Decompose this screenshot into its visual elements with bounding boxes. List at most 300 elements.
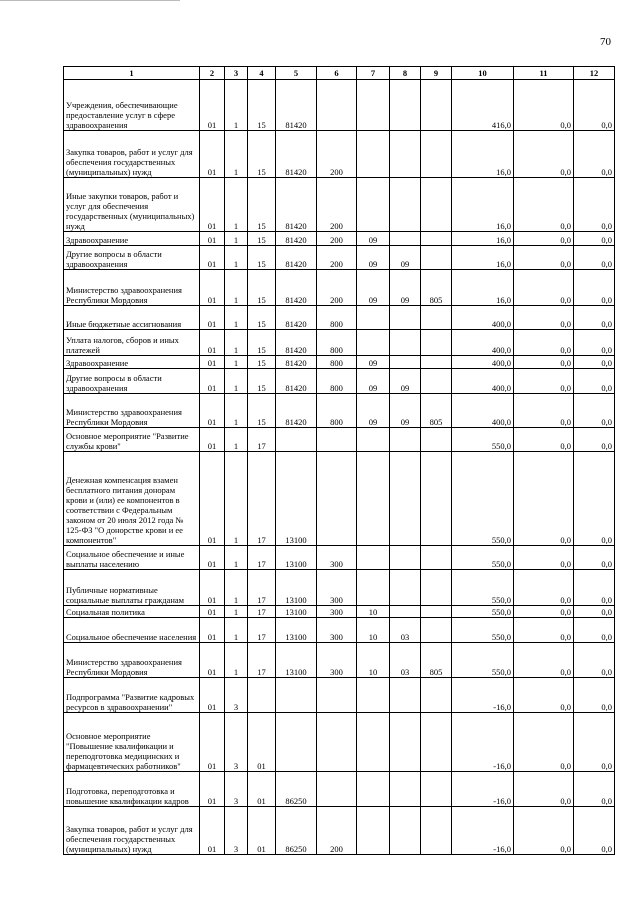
row-value-cell: 17 xyxy=(248,546,276,570)
row-value-cell xyxy=(421,356,452,369)
row-value-cell xyxy=(357,178,390,232)
row-value-cell: 200 xyxy=(317,246,357,270)
row-value-cell: 1 xyxy=(225,570,248,606)
row-value-cell: 0,0 xyxy=(514,80,574,131)
row-value-cell xyxy=(390,772,421,807)
row-value-cell: 01 xyxy=(200,178,225,232)
row-value-cell xyxy=(357,428,390,452)
row-name-cell: Денежная компенсация взамен бесплатного питания донорам крови и (или) ее компонентов в соответствии с Федеральным законом от 20 июля 2012 года № 125-ФЗ "О донорстве крови и ее компонентов" xyxy=(64,452,200,546)
row-name-cell: Здравоохранение xyxy=(64,232,200,246)
row-value-cell xyxy=(276,713,317,772)
column-header-3: 3 xyxy=(225,67,248,80)
row-value-cell xyxy=(421,131,452,178)
row-value-cell: 09 xyxy=(357,246,390,270)
row-value-cell xyxy=(357,546,390,570)
row-value-cell: 800 xyxy=(317,330,357,356)
row-value-cell xyxy=(421,369,452,394)
row-value-cell: 0,0 xyxy=(514,270,574,306)
row-value-cell: 01 xyxy=(200,807,225,855)
row-value-cell: 0,0 xyxy=(514,178,574,232)
row-value-cell: 550,0 xyxy=(452,643,514,678)
row-value-cell: 550,0 xyxy=(452,452,514,546)
row-value-cell: 1 xyxy=(225,232,248,246)
column-header-7: 7 xyxy=(357,67,390,80)
row-value-cell: 0,0 xyxy=(574,394,615,428)
row-value-cell xyxy=(357,330,390,356)
row-value-cell: 0,0 xyxy=(574,546,615,570)
row-value-cell: 10 xyxy=(357,618,390,643)
row-value-cell: 0,0 xyxy=(514,369,574,394)
row-value-cell: 01 xyxy=(248,713,276,772)
table-row xyxy=(64,643,615,678)
row-value-cell: 01 xyxy=(200,643,225,678)
column-header-1: 1 xyxy=(64,67,200,80)
row-value-cell: 16,0 xyxy=(452,246,514,270)
row-value-cell xyxy=(390,330,421,356)
row-value-cell xyxy=(390,452,421,546)
row-value-cell: 0,0 xyxy=(574,772,615,807)
row-value-cell: 805 xyxy=(421,394,452,428)
table-row xyxy=(64,356,615,369)
row-value-cell: 15 xyxy=(248,369,276,394)
row-value-cell: 16,0 xyxy=(452,270,514,306)
row-value-cell xyxy=(317,452,357,546)
column-header-5: 5 xyxy=(276,67,317,80)
row-name-cell: Подпрограмма "Развитие кадровых ресурсов в здравоохранении" xyxy=(64,678,200,713)
row-value-cell: 01 xyxy=(200,428,225,452)
row-value-cell: 01 xyxy=(200,246,225,270)
column-header-8: 8 xyxy=(390,67,421,80)
row-value-cell xyxy=(357,713,390,772)
row-value-cell xyxy=(421,246,452,270)
row-name-cell: Министерство здравоохранения Республики Мордовия xyxy=(64,643,200,678)
row-value-cell: 10 xyxy=(357,606,390,618)
row-name-cell: Социальное обеспечение и иные выплаты населению xyxy=(64,546,200,570)
row-value-cell: 81420 xyxy=(276,232,317,246)
row-value-cell: 15 xyxy=(248,178,276,232)
row-value-cell: 1 xyxy=(225,606,248,618)
row-value-cell: 81420 xyxy=(276,356,317,369)
row-name-cell: Уплата налогов, сборов и иных платежей xyxy=(64,330,200,356)
table-row xyxy=(64,306,615,330)
row-value-cell xyxy=(421,570,452,606)
row-value-cell: 3 xyxy=(225,678,248,713)
row-value-cell: 15 xyxy=(248,232,276,246)
row-value-cell: 300 xyxy=(317,606,357,618)
row-value-cell: 416,0 xyxy=(452,80,514,131)
row-value-cell: 3 xyxy=(225,807,248,855)
row-value-cell xyxy=(421,713,452,772)
row-name-cell: Другие вопросы в области здравоохранения xyxy=(64,246,200,270)
row-value-cell: 1 xyxy=(225,131,248,178)
row-name-cell: Подготовка, переподготовка и повышение квалификации кадров xyxy=(64,772,200,807)
page-number: 70 xyxy=(600,36,611,48)
row-value-cell: 1 xyxy=(225,306,248,330)
row-value-cell: 800 xyxy=(317,356,357,369)
row-value-cell: 16,0 xyxy=(452,131,514,178)
table-row xyxy=(64,428,615,452)
table-row xyxy=(64,270,615,306)
row-value-cell: 17 xyxy=(248,452,276,546)
row-value-cell: 86250 xyxy=(276,807,317,855)
row-name-cell: Иные закупки товаров, работ и услуг для обеспечения государственных (муниципальных) нужд xyxy=(64,178,200,232)
row-value-cell xyxy=(317,772,357,807)
row-value-cell: 0,0 xyxy=(514,678,574,713)
row-value-cell: 1 xyxy=(225,80,248,131)
row-value-cell: 0,0 xyxy=(574,678,615,713)
row-value-cell: 0,0 xyxy=(574,713,615,772)
row-value-cell: 200 xyxy=(317,131,357,178)
row-value-cell: 800 xyxy=(317,369,357,394)
row-value-cell: 0,0 xyxy=(574,570,615,606)
row-value-cell: 0,0 xyxy=(514,618,574,643)
row-value-cell: 81420 xyxy=(276,80,317,131)
row-value-cell: 13100 xyxy=(276,643,317,678)
row-name-cell: Закупка товаров, работ и услуг для обеспечения государственных (муниципальных) нужд xyxy=(64,807,200,855)
row-value-cell: 01 xyxy=(200,678,225,713)
row-value-cell xyxy=(390,546,421,570)
row-value-cell xyxy=(357,678,390,713)
row-value-cell xyxy=(357,306,390,330)
row-name-cell: Публичные нормативные социальные выплаты гражданам xyxy=(64,570,200,606)
row-value-cell: 03 xyxy=(390,618,421,643)
row-value-cell: 09 xyxy=(357,356,390,369)
row-value-cell xyxy=(390,606,421,618)
row-value-cell: 550,0 xyxy=(452,618,514,643)
row-value-cell: 01 xyxy=(200,330,225,356)
row-value-cell: 0,0 xyxy=(514,131,574,178)
row-value-cell: 09 xyxy=(357,394,390,428)
row-name-cell: Основное мероприятие "Развитие службы крови" xyxy=(64,428,200,452)
table-row xyxy=(64,131,615,178)
column-header-9: 9 xyxy=(421,67,452,80)
row-value-cell: 15 xyxy=(248,80,276,131)
row-value-cell: 01 xyxy=(248,807,276,855)
row-value-cell: 0,0 xyxy=(514,246,574,270)
row-value-cell xyxy=(421,428,452,452)
row-value-cell xyxy=(317,713,357,772)
row-value-cell: 81420 xyxy=(276,369,317,394)
row-value-cell: 0,0 xyxy=(574,807,615,855)
row-value-cell: 1 xyxy=(225,246,248,270)
row-value-cell xyxy=(276,678,317,713)
row-value-cell: 09 xyxy=(390,394,421,428)
row-value-cell: 15 xyxy=(248,330,276,356)
row-value-cell: 0,0 xyxy=(574,131,615,178)
column-header-10: 10 xyxy=(452,67,514,80)
row-value-cell: 01 xyxy=(200,713,225,772)
row-value-cell: 200 xyxy=(317,178,357,232)
row-value-cell: 17 xyxy=(248,570,276,606)
row-value-cell: 1 xyxy=(225,330,248,356)
row-value-cell: 86250 xyxy=(276,772,317,807)
column-header-6: 6 xyxy=(317,67,357,80)
table-row xyxy=(64,713,615,772)
row-value-cell xyxy=(390,428,421,452)
row-value-cell: 13100 xyxy=(276,452,317,546)
row-value-cell: 01 xyxy=(200,606,225,618)
row-value-cell: 0,0 xyxy=(574,232,615,246)
row-value-cell xyxy=(421,807,452,855)
row-name-cell: Основное мероприятие "Повышение квалификации и переподготовка медицинских и фармацевтических работников" xyxy=(64,713,200,772)
table-row xyxy=(64,570,615,606)
row-value-cell: 0,0 xyxy=(574,270,615,306)
row-value-cell: 400,0 xyxy=(452,394,514,428)
row-value-cell: 01 xyxy=(200,80,225,131)
row-value-cell xyxy=(421,178,452,232)
row-value-cell: 200 xyxy=(317,807,357,855)
row-value-cell: 01 xyxy=(200,772,225,807)
row-value-cell: 0,0 xyxy=(514,356,574,369)
row-name-cell: Министерство здравоохранения Республики Мордовия xyxy=(64,270,200,306)
row-value-cell: 1 xyxy=(225,618,248,643)
row-value-cell: 1 xyxy=(225,356,248,369)
row-value-cell xyxy=(421,330,452,356)
row-value-cell: 0,0 xyxy=(514,394,574,428)
column-header-4: 4 xyxy=(248,67,276,80)
row-value-cell: 17 xyxy=(248,643,276,678)
row-value-cell: 0,0 xyxy=(574,369,615,394)
row-value-cell: 300 xyxy=(317,570,357,606)
table-row xyxy=(64,546,615,570)
row-value-cell: 3 xyxy=(225,713,248,772)
row-value-cell: 550,0 xyxy=(452,428,514,452)
row-value-cell: 3 xyxy=(225,772,248,807)
row-value-cell xyxy=(390,356,421,369)
row-value-cell: 01 xyxy=(200,270,225,306)
row-value-cell: 300 xyxy=(317,643,357,678)
row-value-cell xyxy=(357,807,390,855)
table-row xyxy=(64,246,615,270)
row-name-cell: Министерство здравоохранения Республики Мордовия xyxy=(64,394,200,428)
row-value-cell: 13100 xyxy=(276,606,317,618)
row-value-cell: 81420 xyxy=(276,246,317,270)
row-value-cell: 1 xyxy=(225,270,248,306)
row-value-cell: 0,0 xyxy=(514,306,574,330)
row-value-cell: 03 xyxy=(390,643,421,678)
row-value-cell: 01 xyxy=(200,570,225,606)
row-value-cell: 1 xyxy=(225,643,248,678)
table-row xyxy=(64,618,615,643)
row-value-cell: 01 xyxy=(200,452,225,546)
row-value-cell: 15 xyxy=(248,246,276,270)
row-value-cell: 09 xyxy=(390,369,421,394)
table-row xyxy=(64,369,615,394)
row-value-cell: 0,0 xyxy=(574,80,615,131)
row-value-cell xyxy=(317,80,357,131)
row-value-cell xyxy=(357,772,390,807)
row-value-cell: 1 xyxy=(225,394,248,428)
row-value-cell: 1 xyxy=(225,178,248,232)
row-value-cell: 0,0 xyxy=(574,606,615,618)
column-header-2: 2 xyxy=(200,67,225,80)
row-value-cell: 1 xyxy=(225,452,248,546)
table-header-row xyxy=(64,67,615,80)
row-value-cell xyxy=(357,452,390,546)
table-row xyxy=(64,394,615,428)
row-value-cell: 805 xyxy=(421,270,452,306)
row-value-cell xyxy=(357,570,390,606)
row-value-cell: 01 xyxy=(200,232,225,246)
row-value-cell xyxy=(390,570,421,606)
row-value-cell: 0,0 xyxy=(574,330,615,356)
table-row xyxy=(64,80,615,131)
table-row xyxy=(64,678,615,713)
row-value-cell xyxy=(390,713,421,772)
row-value-cell xyxy=(421,546,452,570)
row-value-cell xyxy=(421,678,452,713)
row-value-cell: 550,0 xyxy=(452,606,514,618)
row-value-cell: 01 xyxy=(200,131,225,178)
row-value-cell: 1 xyxy=(225,369,248,394)
row-value-cell: 0,0 xyxy=(514,606,574,618)
row-value-cell: 16,0 xyxy=(452,178,514,232)
row-value-cell xyxy=(390,131,421,178)
row-value-cell: -16,0 xyxy=(452,807,514,855)
row-value-cell: -16,0 xyxy=(452,772,514,807)
row-value-cell: 09 xyxy=(357,369,390,394)
row-value-cell: 0,0 xyxy=(574,356,615,369)
row-value-cell xyxy=(390,306,421,330)
row-value-cell: 0,0 xyxy=(514,546,574,570)
row-value-cell xyxy=(421,306,452,330)
row-value-cell: 17 xyxy=(248,606,276,618)
row-value-cell xyxy=(421,606,452,618)
row-value-cell xyxy=(248,678,276,713)
row-value-cell: 17 xyxy=(248,618,276,643)
row-value-cell: 0,0 xyxy=(574,643,615,678)
row-value-cell: 0,0 xyxy=(514,428,574,452)
row-value-cell: 15 xyxy=(248,394,276,428)
row-value-cell: 0,0 xyxy=(574,428,615,452)
row-value-cell: 550,0 xyxy=(452,570,514,606)
row-value-cell xyxy=(421,232,452,246)
row-value-cell: 01 xyxy=(200,546,225,570)
row-value-cell: 15 xyxy=(248,306,276,330)
row-value-cell xyxy=(276,428,317,452)
row-value-cell: 09 xyxy=(357,232,390,246)
row-value-cell: 01 xyxy=(200,369,225,394)
row-value-cell: 200 xyxy=(317,270,357,306)
row-value-cell: 81420 xyxy=(276,306,317,330)
row-value-cell: 81420 xyxy=(276,270,317,306)
row-value-cell: 81420 xyxy=(276,131,317,178)
row-value-cell: 0,0 xyxy=(574,306,615,330)
row-value-cell: 0,0 xyxy=(574,618,615,643)
row-value-cell xyxy=(421,618,452,643)
table-row xyxy=(64,772,615,807)
row-value-cell: 15 xyxy=(248,131,276,178)
row-value-cell: 81420 xyxy=(276,330,317,356)
row-value-cell: 01 xyxy=(200,306,225,330)
table-row xyxy=(64,178,615,232)
budget-table xyxy=(63,66,615,855)
row-name-cell: Учреждения, обеспечивающие предоставление услуг в сфере здравоохранения xyxy=(64,80,200,131)
row-value-cell xyxy=(421,772,452,807)
row-value-cell: 0,0 xyxy=(574,178,615,232)
row-value-cell: 01 xyxy=(200,356,225,369)
row-value-cell: 01 xyxy=(200,394,225,428)
row-value-cell: 400,0 xyxy=(452,306,514,330)
row-value-cell xyxy=(357,131,390,178)
row-value-cell: 805 xyxy=(421,643,452,678)
row-value-cell: 13100 xyxy=(276,618,317,643)
row-value-cell: 550,0 xyxy=(452,546,514,570)
row-value-cell xyxy=(357,80,390,131)
row-value-cell: 15 xyxy=(248,270,276,306)
row-name-cell: Социальная политика xyxy=(64,606,200,618)
row-value-cell: 01 xyxy=(248,772,276,807)
row-value-cell xyxy=(390,807,421,855)
row-value-cell: 0,0 xyxy=(514,570,574,606)
row-name-cell: Социальное обеспечение населения xyxy=(64,618,200,643)
row-name-cell: Другие вопросы в области здравоохранения xyxy=(64,369,200,394)
row-value-cell: 200 xyxy=(317,232,357,246)
row-value-cell: 81420 xyxy=(276,394,317,428)
row-value-cell xyxy=(317,428,357,452)
row-value-cell xyxy=(421,452,452,546)
row-value-cell: 09 xyxy=(390,270,421,306)
row-value-cell: 0,0 xyxy=(514,643,574,678)
row-value-cell: 1 xyxy=(225,428,248,452)
row-value-cell: 0,0 xyxy=(574,452,615,546)
row-value-cell: 13100 xyxy=(276,546,317,570)
row-name-cell: Иные бюджетные ассигнования xyxy=(64,306,200,330)
row-value-cell xyxy=(390,80,421,131)
row-value-cell: 300 xyxy=(317,618,357,643)
table-row xyxy=(64,452,615,546)
row-name-cell: Здравоохранение xyxy=(64,356,200,369)
row-value-cell: 800 xyxy=(317,306,357,330)
row-value-cell xyxy=(421,80,452,131)
row-value-cell xyxy=(390,678,421,713)
row-value-cell: 16,0 xyxy=(452,232,514,246)
row-value-cell: 0,0 xyxy=(514,713,574,772)
row-value-cell: 15 xyxy=(248,356,276,369)
row-value-cell xyxy=(390,232,421,246)
row-name-cell: Закупка товаров, работ и услуг для обеспечения государственных (муниципальных) нужд xyxy=(64,131,200,178)
row-value-cell: 0,0 xyxy=(514,772,574,807)
row-value-cell: 400,0 xyxy=(452,369,514,394)
column-header-12: 12 xyxy=(574,67,615,80)
row-value-cell: 0,0 xyxy=(574,246,615,270)
row-value-cell: 300 xyxy=(317,546,357,570)
row-value-cell: 400,0 xyxy=(452,330,514,356)
row-value-cell: 1 xyxy=(225,546,248,570)
row-value-cell: 0,0 xyxy=(514,807,574,855)
row-value-cell: 09 xyxy=(357,270,390,306)
row-value-cell: 10 xyxy=(357,643,390,678)
row-value-cell xyxy=(390,178,421,232)
table-row xyxy=(64,330,615,356)
row-value-cell: 0,0 xyxy=(514,330,574,356)
table-row xyxy=(64,807,615,855)
scan-artifact-line xyxy=(0,0,180,1)
column-header-11: 11 xyxy=(514,67,574,80)
row-value-cell: -16,0 xyxy=(452,713,514,772)
row-value-cell: 0,0 xyxy=(514,232,574,246)
row-value-cell: 09 xyxy=(390,246,421,270)
table-row xyxy=(64,232,615,246)
row-value-cell: 01 xyxy=(200,618,225,643)
table-row xyxy=(64,606,615,618)
row-value-cell: -16,0 xyxy=(452,678,514,713)
row-value-cell: 17 xyxy=(248,428,276,452)
row-value-cell: 81420 xyxy=(276,178,317,232)
row-value-cell: 0,0 xyxy=(514,452,574,546)
row-value-cell: 800 xyxy=(317,394,357,428)
row-value-cell: 13100 xyxy=(276,570,317,606)
